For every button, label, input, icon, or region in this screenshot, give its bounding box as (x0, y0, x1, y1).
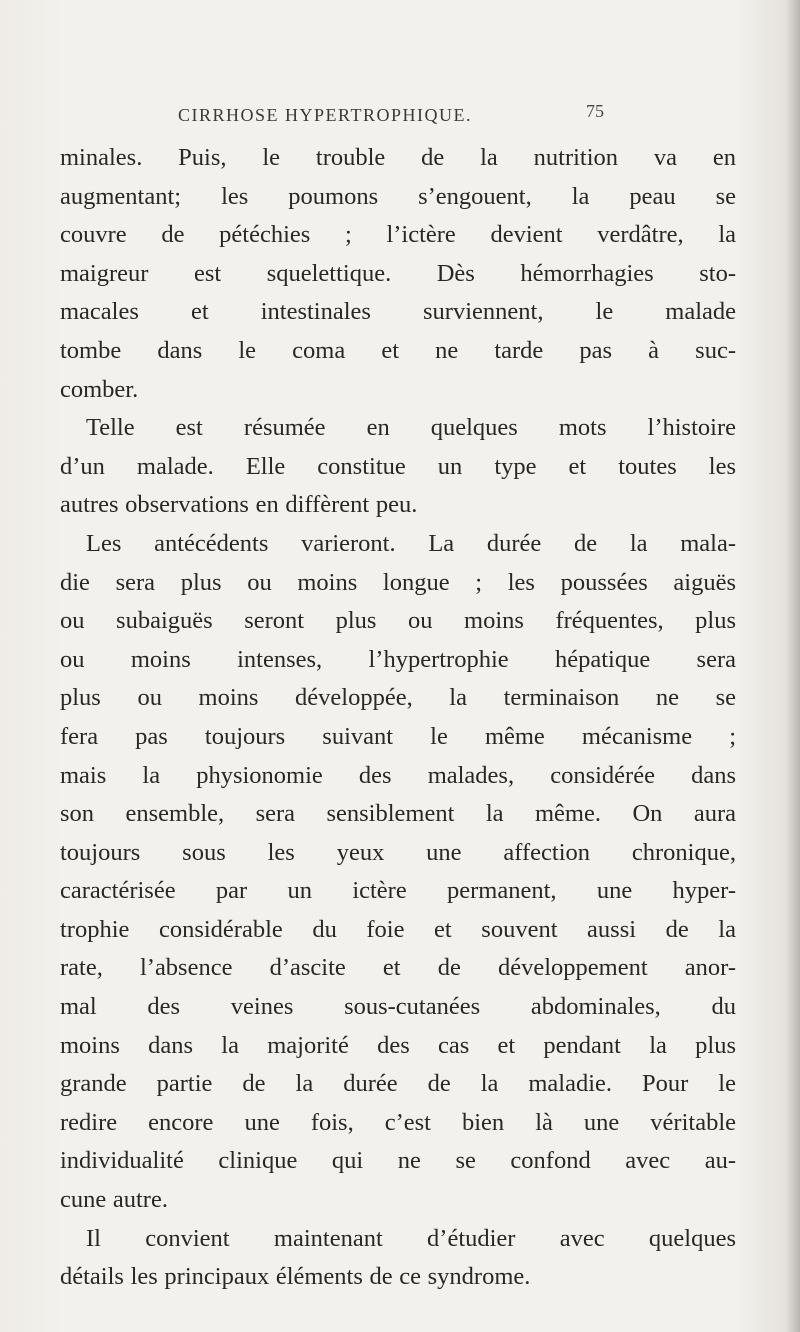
text-line: augmentant; les poumons s’engouent, la peau se (60, 182, 736, 210)
text-line: son ensemble, sera sensiblement la même. On aura (60, 800, 736, 828)
text-line: couvre de pétéchies ; l’ictère devient verdâtre, la (60, 221, 736, 249)
text-line: caractérisée par un ictère permanent, une hyper- (60, 877, 736, 905)
text-line: ou subaiguës seront plus ou moins fréquentes, plus (60, 607, 736, 635)
text-line: mais la physionomie des malades, considérée dans (60, 761, 736, 789)
text-line: redire encore une fois, c’est bien là une véritable (60, 1108, 736, 1136)
text-line: d’un malade. Elle constitue un type et toutes les (60, 452, 736, 480)
text-line: détails les principaux éléments de ce syndrome. (60, 1263, 531, 1291)
text-line: grande partie de la durée de la maladie. Pour le (60, 1070, 736, 1098)
page-number: 75 (586, 101, 604, 121)
text-line: trophie considérable du foie et souvent aussi de la (60, 915, 736, 943)
text-line: ou moins intenses, l’hypertrophie hépatique sera (60, 645, 736, 673)
text-line: rate, l’absence d’ascite et de développement anor- (60, 954, 736, 982)
text-line: mal des veines sous-cutanées abdominales, du (60, 993, 736, 1021)
paragraph-start-line: Il convient maintenant d’étudier avec quelques (86, 1224, 736, 1252)
running-title: CIRRHOSE HYPERTROPHIQUE. (178, 105, 472, 125)
paragraph-start-line: Telle est résumée en quelques mots l’histoire (86, 414, 736, 442)
text-line: minales. Puis, le trouble de la nutrition va en (60, 144, 736, 171)
text-line: tombe dans le coma et ne tarde pas à suc- (60, 336, 736, 364)
paragraph-start-line: Les antécédents varieront. La durée de la mala- (86, 529, 736, 557)
text-line: die sera plus ou moins longue ; les poussées aiguës (60, 568, 736, 596)
text-line: toujours sous les yeux une affection chronique, (60, 838, 736, 866)
text-line: cune autre. (60, 1186, 168, 1214)
text-line: autres observations en diffèrent peu. (60, 491, 418, 519)
page-edge-shadow (786, 0, 800, 1332)
text-line: plus ou moins développée, la terminaison ne se (60, 684, 736, 712)
text-line: fera pas toujours suivant le même mécanisme ; (60, 722, 736, 750)
body-text (60, 139, 736, 1297)
text-line: individualité clinique qui ne se confond avec au- (60, 1147, 736, 1175)
text-line: macales et intestinales surviennent, le malade (60, 298, 736, 326)
text-line: moins dans la majorité des cas et pendant la plus (60, 1031, 736, 1059)
text-line: maigreur est squelettique. Dès hémorrhagies sto- (60, 259, 736, 287)
text-line: comber. (60, 375, 139, 403)
